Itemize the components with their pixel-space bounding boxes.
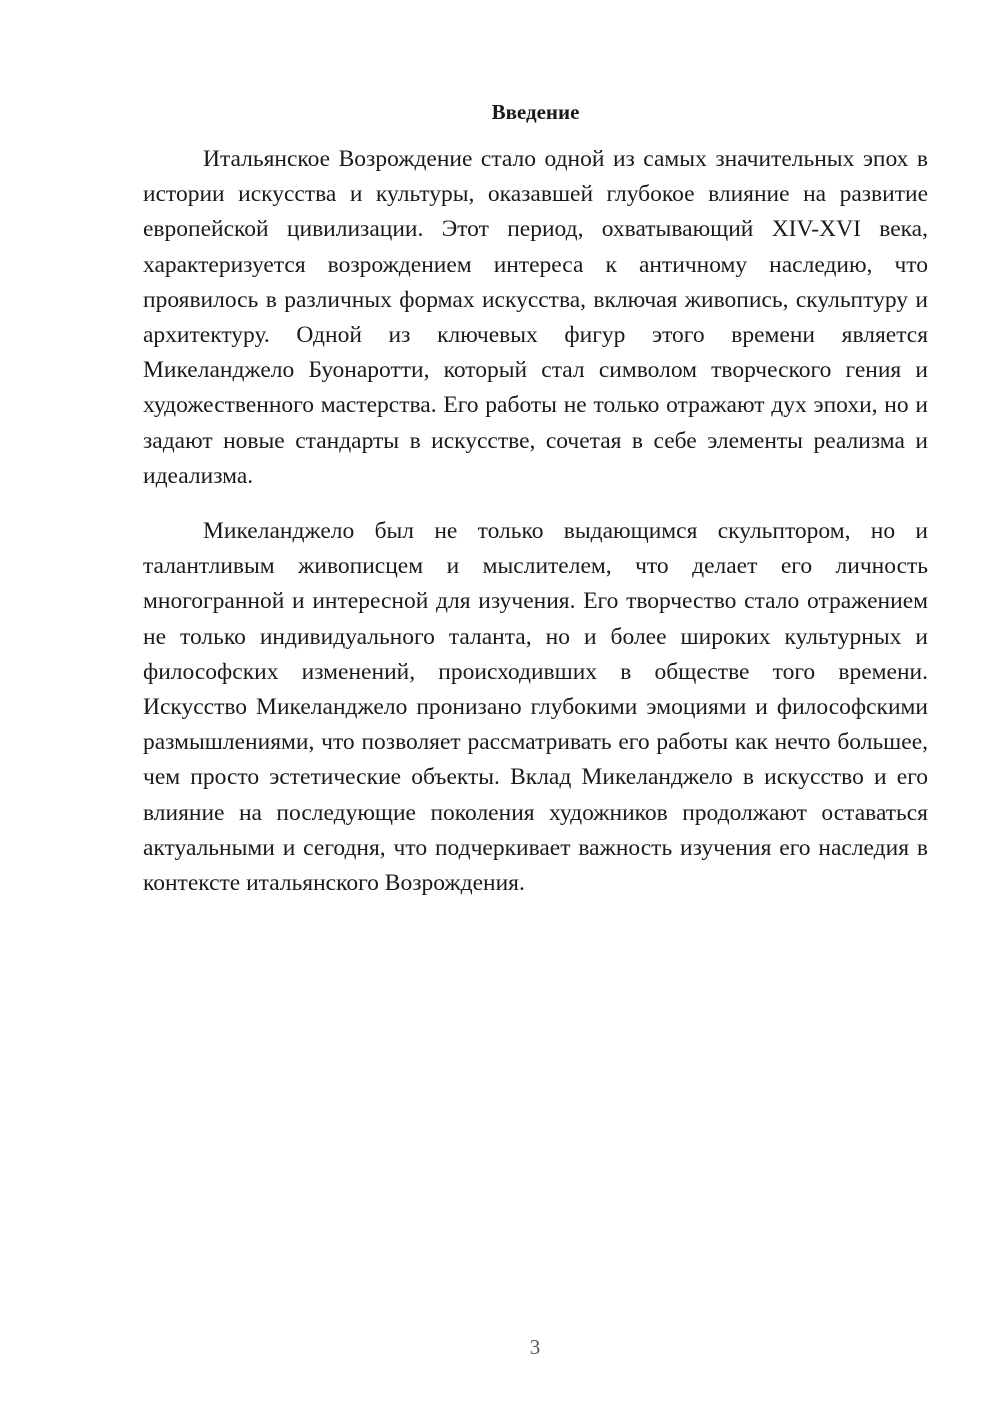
paragraph-2: Микеланджело был не только выдающимся скульптором, но и талантливым живописцем и мыслителем, что делает его личность многогранной и интересной для изучения. Его творчество стало отражением не только индивидуального таланта, но и более широких культурных и философских изменений, происходивших в обществе того времени. Искусство Микеланджело пронизано глубокими эмоциями и философскими размышлениями, что позволяет рассматривать его работы как нечто большее, чем просто эстетические объекты. Вклад Микеланджело в искусство и его влияние на последующие поколения художников продолжают оставаться актуальными и сегодня, что подчеркивает важность изучения его наследия в контексте итальянского Возрождения. bbox=[143, 518, 928, 897]
body-text bbox=[143, 142, 928, 901]
page-number: 3 bbox=[529, 1335, 541, 1359]
paragraph-1: Итальянское Возрождение стало одной из самых значительных эпох в истории искусства и культуры, оказавшей глубокое влияние на развитие европейской цивилизации. Этот период, охватывающий XIV-XVI века, характеризуется возрождением интереса к античному наследию, что проявилось в различных формах искусства, включая живопись, скульптуру и архитектуру. Одной из ключевых фигур этого времени является Микеланджело Буонаротти, который стал символом творческого гения и художественного мастерства. Его работы не только отражают дух эпохи, но и задают новые стандарты в искусстве, сочетая в себе элементы реализма и идеализма. bbox=[143, 146, 928, 489]
section-heading: Введение bbox=[491, 100, 580, 124]
